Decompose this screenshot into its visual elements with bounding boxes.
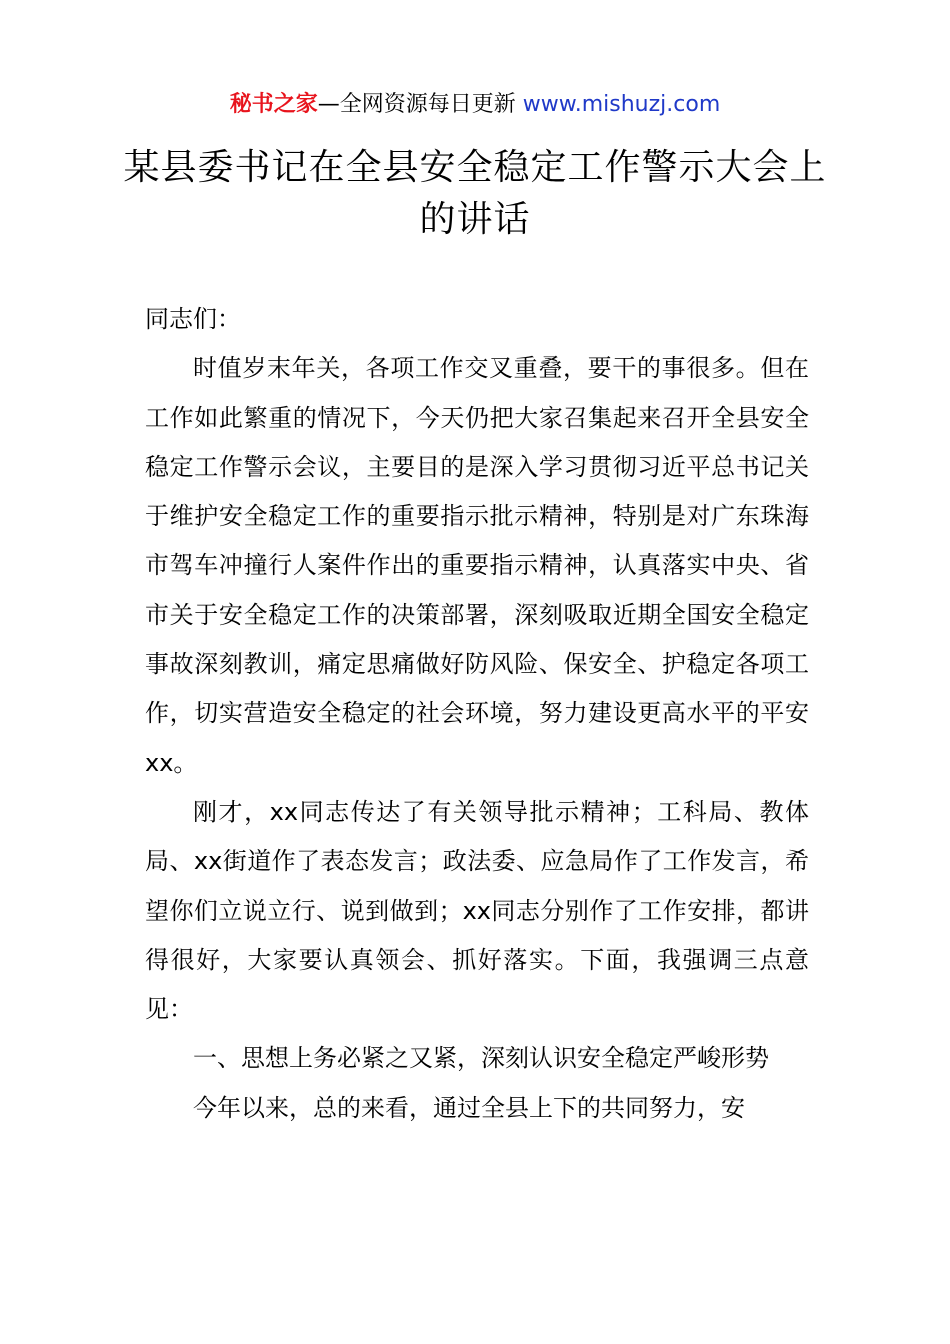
site-header	[0, 88, 950, 122]
paragraph: 今年以来，总的来看，通过全县上下的共同努力，安	[193, 1093, 745, 1122]
document-body	[145, 295, 809, 1133]
header-tagline: —全网资源每日更新	[317, 92, 523, 117]
paragraph: 刚才，xx同志传达了有关领导批示精神；工科局、教体局、xx街道作了表态发言；政法委、应急局作了工作发言，希望你们立说立行、说到做到；xx同志分别作了工作安排，都讲得很好，大家要认真领会、抓好落实。下面，我强调三点意见：	[145, 797, 809, 1024]
section-heading: 一、思想上务必紧之又紧，深刻认识安全稳定严峻形势	[193, 1044, 769, 1073]
brand-name: 秘书之家	[229, 92, 318, 117]
site-link[interactable]: www.mishuzj.com	[522, 92, 721, 117]
salutation: 同志们：	[145, 305, 241, 333]
document-title: 某县委书记在全县安全稳定工作警示大会上的讲话	[123, 147, 827, 240]
paragraph: 时值岁末年关，各项工作交叉重叠，要干的事很多。但在工作如此繁重的情况下，今天仍把大家召集起来召开全县安全稳定工作警示会议，主要目的是深入学习贯彻习近平总书记关于维护安全稳定工作的重要指示批示精神，特别是对广东珠海市驾车冲撞行人案件作出的重要指示精神，认真落实中央、省市关于安全稳定工作的决策部署，深刻吸取近期全国安全稳定事故深刻教训，痛定思痛做好防风险、保安全、护稳定各项工作，切实营造安全稳定的社会环境，努力建设更高水平的平安xx。	[145, 354, 809, 777]
